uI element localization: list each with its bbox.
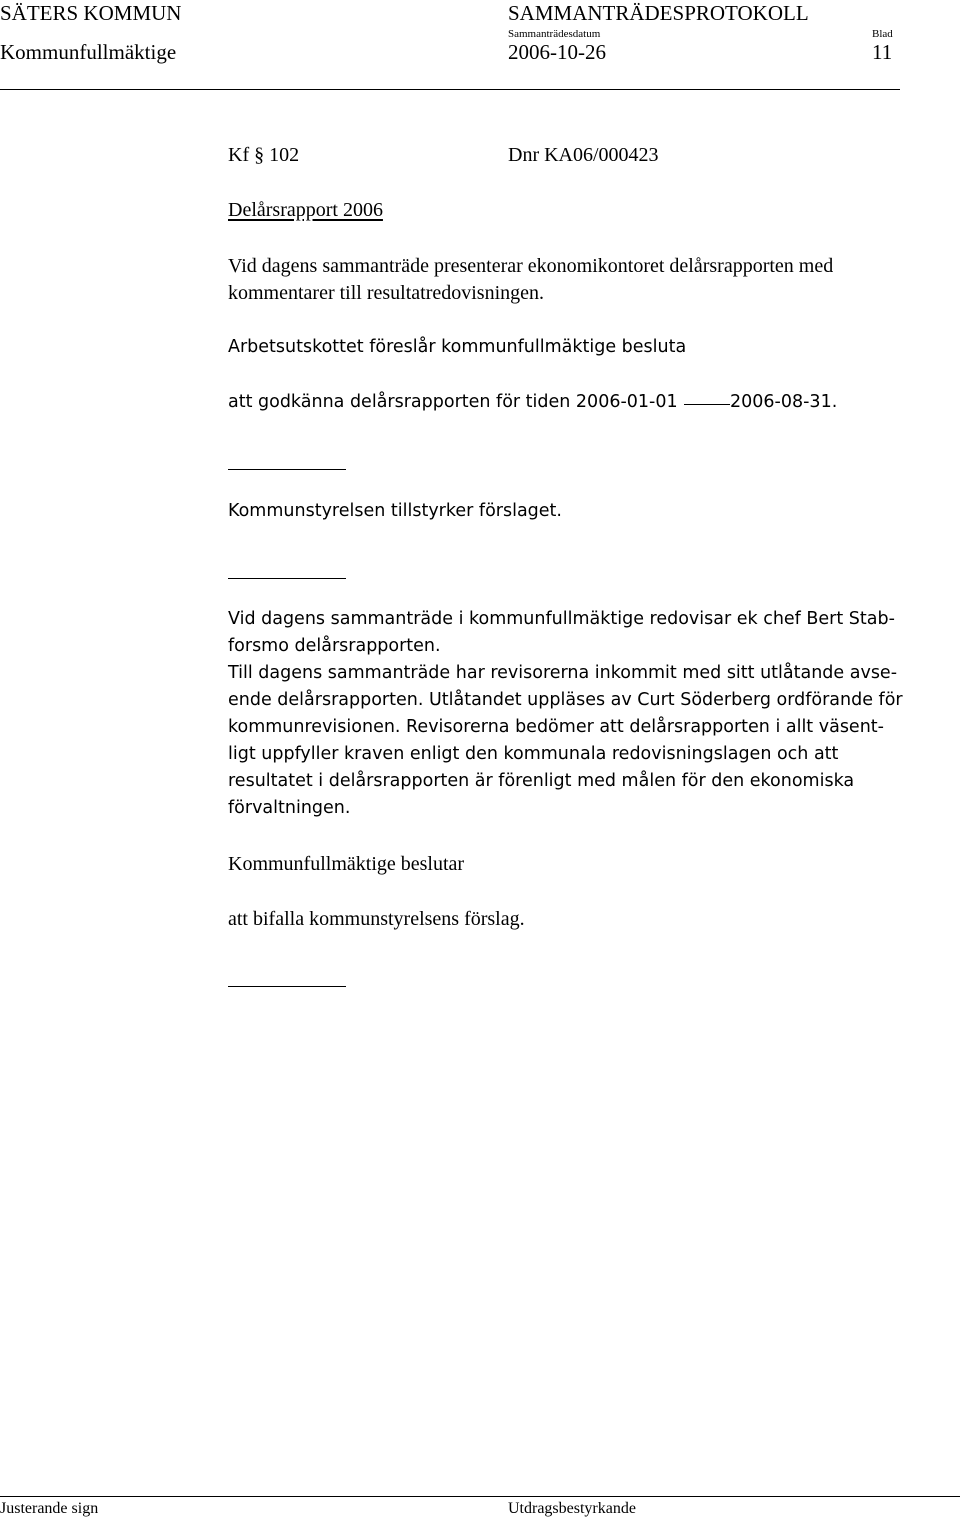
page-label: Blad: [872, 28, 893, 40]
report-line: forsmo delårsrapporten.: [228, 636, 441, 656]
intro-line-2: kommentarer till resultatredovisningen.: [228, 282, 545, 304]
separator-3: [228, 986, 346, 987]
meeting-date: 2006-10-26: [508, 40, 606, 64]
decision-intro: Kommunfullmäktige beslutar: [228, 853, 465, 875]
paragraph-number: Kf § 102: [228, 144, 300, 166]
page-number: 11: [872, 40, 893, 64]
report-line: förvaltningen.: [228, 798, 351, 818]
report-line: Vid dagens sammanträde i kommunfullmäktige redovisar ek chef Bert Stab-: [228, 609, 895, 629]
document-type: SAMMANTRÄDESPROTOKOLL: [508, 1, 809, 25]
date-label: Sammanträdesdatum: [508, 28, 601, 40]
proposal-end: 2006-08-31.: [730, 392, 838, 412]
intro-line-1: Vid dagens sammanträde presenterar ekonomikontoret delårsrapporten med: [228, 255, 834, 277]
item-title: Delårsrapport 2006: [228, 199, 383, 221]
report-line: kommunrevisionen. Revisorerna bedömer att delårsrapporten i allt väsent-: [228, 717, 884, 737]
decision-att: att bifalla kommunstyrelsens förslag.: [228, 908, 525, 930]
organization-name: SÄTERS KOMMUN: [0, 1, 182, 25]
report-line: Till dagens sammanträde har revisorerna inkommit med sitt utlåtande avse-: [228, 663, 898, 683]
report-line: ligt uppfyller kraven enligt den kommunala redovisningslagen och att: [228, 744, 839, 764]
proposal-att: att godkänna delårsrapporten för tiden 2006-01-01: [228, 392, 678, 412]
ks-statement: Kommunstyrelsen tillstyrker förslaget.: [228, 501, 562, 521]
footer-rule: [0, 1496, 960, 1497]
header-rule: [0, 89, 900, 90]
separator-1: [228, 469, 346, 470]
diary-number: Dnr KA06/000423: [508, 144, 659, 166]
report-line: resultatet i delårsrapporten är förenligt med målen för den ekonomiska: [228, 771, 855, 791]
footer-justerande: Justerande sign: [0, 1500, 99, 1517]
proposal-intro: Arbetsutskottet föreslår kommunfullmäktige besluta: [228, 337, 687, 357]
report-line: ende delårsrapporten. Utlåtandet uppläses av Curt Söderberg ordförande för: [228, 690, 903, 710]
footer-utdragsbestyrkande: Utdragsbestyrkande: [508, 1500, 636, 1517]
em-dash-rule: [684, 404, 730, 405]
separator-2: [228, 578, 346, 579]
meeting-body: Kommunfullmäktige: [0, 40, 177, 64]
